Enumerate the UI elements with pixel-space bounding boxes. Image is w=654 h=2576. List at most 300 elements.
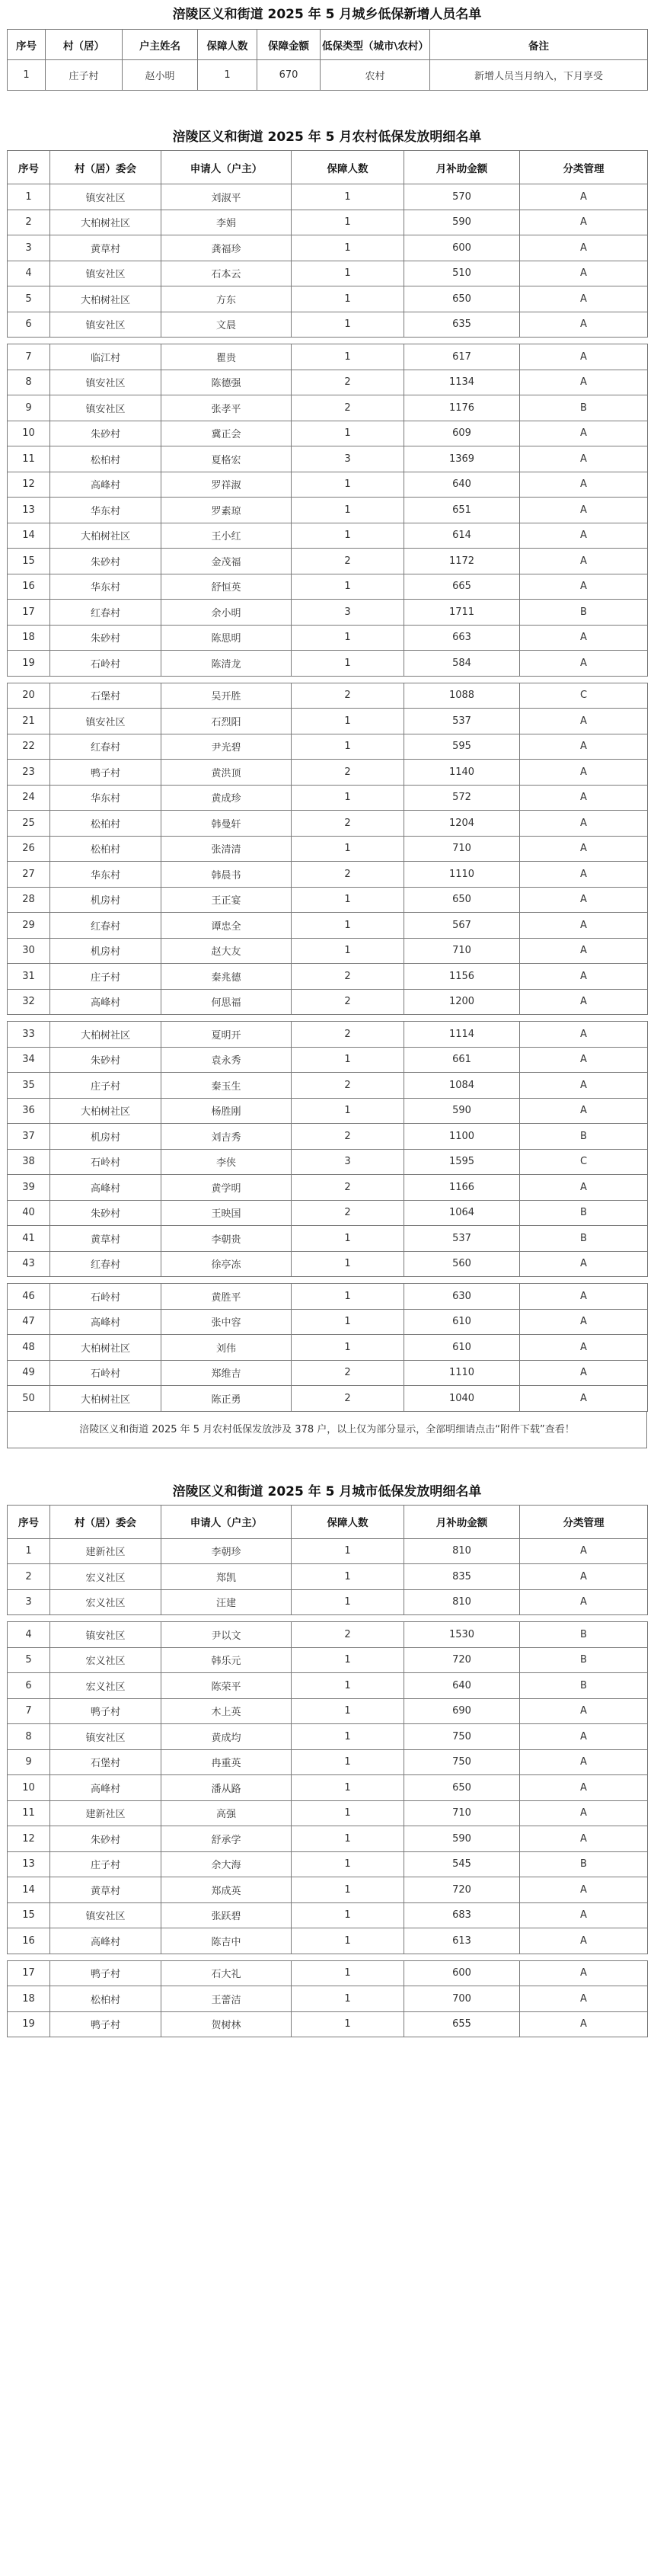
table-cell: 11 xyxy=(8,1800,50,1826)
table-cell: 595 xyxy=(404,734,520,760)
table-cell: 1172 xyxy=(404,549,520,574)
table-cell: 18 xyxy=(8,1986,50,2012)
table-cell: 镇安社区 xyxy=(50,312,161,338)
table-row xyxy=(8,498,648,523)
table-cell: 1 xyxy=(292,625,404,651)
table-cell: 1100 xyxy=(404,1124,520,1150)
table-cell: 1 xyxy=(292,1749,404,1775)
table-cell: A xyxy=(520,1564,648,1590)
table-cell: 朱砂村 xyxy=(50,549,161,574)
table-cell: 镇安社区 xyxy=(50,1622,161,1648)
table-cell: 15 xyxy=(8,1902,50,1928)
table-row xyxy=(8,235,648,261)
table-cell: 545 xyxy=(404,1851,520,1877)
table-cell: 8 xyxy=(8,370,50,395)
table-cell: 6 xyxy=(8,312,50,338)
table-cell: 机房村 xyxy=(50,887,161,913)
table-cell: 14 xyxy=(8,523,50,549)
table-cell: 2 xyxy=(292,1073,404,1099)
table-cell: 13 xyxy=(8,498,50,523)
table-cell: A xyxy=(520,938,648,964)
table-cell: 冉重英 xyxy=(161,1749,292,1775)
table-cell: 2 xyxy=(292,811,404,837)
table-cell: 3 xyxy=(292,1149,404,1175)
table-cell: 2 xyxy=(292,549,404,574)
table-cell: 570 xyxy=(404,184,520,210)
table-cell: A xyxy=(520,1386,648,1412)
table-cell: 1 xyxy=(292,472,404,498)
table-cell: 新增人员当月纳入，下月享受 xyxy=(430,60,648,91)
table-cell: 1 xyxy=(292,1775,404,1801)
table-cell: 陈清龙 xyxy=(161,651,292,677)
table-row xyxy=(8,811,648,837)
table-cell: 1 xyxy=(292,1800,404,1826)
table-cell: 700 xyxy=(404,1986,520,2012)
table-row xyxy=(8,964,648,990)
table-cell: 2 xyxy=(292,1175,404,1201)
table-row xyxy=(8,1877,648,1903)
table-cell: 650 xyxy=(404,887,520,913)
table-cell: 吴开胜 xyxy=(161,683,292,709)
table-cell: 24 xyxy=(8,785,50,811)
table-cell: 46 xyxy=(8,1284,50,1310)
table-cell: 610 xyxy=(404,1335,520,1361)
table-cell: 661 xyxy=(404,1047,520,1073)
table-cell: 8 xyxy=(8,1724,50,1750)
table-cell: 黄学明 xyxy=(161,1175,292,1201)
table-cell: 红春村 xyxy=(50,913,161,939)
table-cell: A xyxy=(520,811,648,837)
table-cell: 584 xyxy=(404,651,520,677)
separator-cell xyxy=(8,676,648,683)
table-row xyxy=(8,1851,648,1877)
table-row xyxy=(8,1800,648,1826)
table-cell: 590 xyxy=(404,1098,520,1124)
table-cell: 1 xyxy=(292,1309,404,1335)
table-cell: 松柏村 xyxy=(50,1986,161,2012)
table-cell: 665 xyxy=(404,574,520,600)
table-cell: 谭忠全 xyxy=(161,913,292,939)
table-cell: 4 xyxy=(8,1622,50,1648)
table-cell: 650 xyxy=(404,1775,520,1801)
table-cell: 4 xyxy=(8,261,50,286)
table-cell: 32 xyxy=(8,989,50,1015)
table-cell: 鸭子村 xyxy=(50,760,161,786)
table-cell: 张中容 xyxy=(161,1309,292,1335)
separator-cell xyxy=(8,1615,648,1622)
table-row xyxy=(8,1124,648,1150)
table-cell: A xyxy=(520,574,648,600)
table-cell: 590 xyxy=(404,210,520,235)
table-cell: 1088 xyxy=(404,683,520,709)
table-cell: 临江村 xyxy=(50,344,161,370)
table-cell: A xyxy=(520,964,648,990)
table-cell: 陈吉中 xyxy=(161,1928,292,1954)
table-cell: 1 xyxy=(292,523,404,549)
table-cell: 张跃碧 xyxy=(161,1902,292,1928)
table-cell: 朱砂村 xyxy=(50,1047,161,1073)
table-cell: 高峰村 xyxy=(50,1775,161,1801)
table-cell: 7 xyxy=(8,344,50,370)
table-cell: 27 xyxy=(8,862,50,888)
table-row xyxy=(8,1226,648,1252)
table-cell: 720 xyxy=(404,1647,520,1673)
table-cell: 石大礼 xyxy=(161,1960,292,1986)
table-cell: A xyxy=(520,1589,648,1615)
table-cell: 1 xyxy=(292,1564,404,1590)
table-cell: 余小明 xyxy=(161,600,292,626)
table-cell: 朱砂村 xyxy=(50,421,161,446)
table-cell: 1 xyxy=(292,887,404,913)
table-row xyxy=(8,421,648,446)
table-cell: 王蕾洁 xyxy=(161,1986,292,2012)
table-cell: 潘从路 xyxy=(161,1775,292,1801)
table-cell: A xyxy=(520,286,648,312)
table-cell: 1 xyxy=(292,1098,404,1124)
table-cell: 1 xyxy=(292,1986,404,2012)
table-cell: 640 xyxy=(404,472,520,498)
table-cell: 12 xyxy=(8,472,50,498)
table-row xyxy=(8,938,648,964)
table-cell: 镇安社区 xyxy=(50,1724,161,1750)
column-header: 低保类型（城市\农村） xyxy=(321,30,430,60)
table-cell: 高强 xyxy=(161,1800,292,1826)
table-cell: 21 xyxy=(8,709,50,734)
table-cell: 2 xyxy=(292,683,404,709)
table-cell: 宏义社区 xyxy=(50,1647,161,1673)
table-cell: 夏明开 xyxy=(161,1022,292,1048)
table-cell: 1 xyxy=(292,286,404,312)
table-row xyxy=(8,1928,648,1954)
table-cell: 宏义社区 xyxy=(50,1589,161,1615)
table-cell: 1 xyxy=(292,2011,404,2037)
table-row xyxy=(8,600,648,626)
table-cell: 1 xyxy=(292,1960,404,1986)
table-cell: 黄草村 xyxy=(50,235,161,261)
table-cell: 1114 xyxy=(404,1022,520,1048)
table-cell: 1 xyxy=(292,651,404,677)
table-cell: 34 xyxy=(8,1047,50,1073)
table-cell: 1 xyxy=(292,184,404,210)
table-cell: 陈思明 xyxy=(161,625,292,651)
table-cell: A xyxy=(520,1877,648,1903)
table-cell: A xyxy=(520,1960,648,1986)
section2-note: 涪陵区义和街道 2025 年 5 月农村低保发放涉及 378 户，以上仅为部分显示，全部明细请点击“附件下载”查看！ xyxy=(7,1412,647,1448)
table-cell: A xyxy=(520,235,648,261)
table-cell: 31 xyxy=(8,964,50,990)
table-cell: A xyxy=(520,523,648,549)
table-cell: 610 xyxy=(404,1309,520,1335)
table-cell: 600 xyxy=(404,235,520,261)
table-cell: 鸭子村 xyxy=(50,1960,161,1986)
table-cell: A xyxy=(520,760,648,786)
table-row xyxy=(8,1175,648,1201)
table-cell: 651 xyxy=(404,498,520,523)
table-cell: 朱砂村 xyxy=(50,1200,161,1226)
table-cell: 李娟 xyxy=(161,210,292,235)
table-cell: 25 xyxy=(8,811,50,837)
table-cell: 567 xyxy=(404,913,520,939)
table-cell: 663 xyxy=(404,625,520,651)
section3-table xyxy=(7,1505,648,2038)
table-cell: 华东村 xyxy=(50,785,161,811)
group-separator xyxy=(8,676,648,683)
table-cell: 1140 xyxy=(404,760,520,786)
table-row xyxy=(8,862,648,888)
table-row xyxy=(8,2011,648,2037)
table-row xyxy=(8,1986,648,2012)
table-cell: 2 xyxy=(292,862,404,888)
table-cell: 陈德强 xyxy=(161,370,292,395)
table-cell: 王映国 xyxy=(161,1200,292,1226)
table-cell: 2 xyxy=(292,370,404,395)
table-cell: 大柏树社区 xyxy=(50,1386,161,1412)
table-cell: 黄成珍 xyxy=(161,785,292,811)
table-cell: 1 xyxy=(292,1877,404,1903)
table-row xyxy=(8,1622,648,1648)
table-cell: 华东村 xyxy=(50,862,161,888)
table-cell: 建新社区 xyxy=(50,1538,161,1564)
column-header: 村（居）委会 xyxy=(50,151,161,184)
table-cell: A xyxy=(520,1826,648,1852)
table-row xyxy=(8,1284,648,1310)
group-separator xyxy=(8,1277,648,1284)
table-cell: 710 xyxy=(404,1800,520,1826)
table-cell: 郑成英 xyxy=(161,1877,292,1903)
table-cell: 张清清 xyxy=(161,836,292,862)
table-cell: 庄子村 xyxy=(50,1851,161,1877)
table-cell: 710 xyxy=(404,836,520,862)
column-header: 村（居）委会 xyxy=(50,1505,161,1538)
table-cell: 19 xyxy=(8,651,50,677)
table-cell: 刘淑平 xyxy=(161,184,292,210)
table-cell: 1 xyxy=(292,1589,404,1615)
table-cell: A xyxy=(520,651,648,677)
column-header: 序号 xyxy=(8,1505,50,1538)
table-cell: 5 xyxy=(8,286,50,312)
table-cell: 石堡村 xyxy=(50,683,161,709)
table-cell: 1064 xyxy=(404,1200,520,1226)
table-cell: 高峰村 xyxy=(50,1309,161,1335)
separator-cell xyxy=(8,1015,648,1022)
table-row xyxy=(8,286,648,312)
section1-table xyxy=(7,29,648,91)
table-cell: B xyxy=(520,1124,648,1150)
table-cell: 镇安社区 xyxy=(50,395,161,421)
table-cell: 640 xyxy=(404,1673,520,1699)
table-row xyxy=(8,261,648,286)
column-header: 序号 xyxy=(8,151,50,184)
table-cell: 秦玉生 xyxy=(161,1073,292,1099)
table-cell: 2 xyxy=(292,1200,404,1226)
table-row xyxy=(8,344,648,370)
table-cell: 10 xyxy=(8,421,50,446)
table-cell: 1110 xyxy=(404,862,520,888)
table-row xyxy=(8,395,648,421)
table-row xyxy=(8,1647,648,1673)
table-cell: 9 xyxy=(8,395,50,421)
table-row xyxy=(8,370,648,395)
table-cell: 高峰村 xyxy=(50,1175,161,1201)
table-cell: A xyxy=(520,1749,648,1775)
table-cell: 1 xyxy=(198,60,257,91)
table-row xyxy=(8,683,648,709)
table-cell: 537 xyxy=(404,1226,520,1252)
table-cell: 1530 xyxy=(404,1622,520,1648)
table-row xyxy=(8,734,648,760)
table-cell: 韩晨书 xyxy=(161,862,292,888)
table-cell: 1 xyxy=(292,261,404,286)
table-cell: 720 xyxy=(404,1877,520,1903)
table-row xyxy=(8,1022,648,1048)
table-cell: 33 xyxy=(8,1022,50,1048)
table-cell: 罗祥淑 xyxy=(161,472,292,498)
table-cell: 华东村 xyxy=(50,574,161,600)
table-cell: 17 xyxy=(8,600,50,626)
table-cell: 2 xyxy=(8,210,50,235)
table-cell: 2 xyxy=(292,1022,404,1048)
table-cell: A xyxy=(520,472,648,498)
table-cell: 1 xyxy=(292,1047,404,1073)
table-cell: 6 xyxy=(8,1673,50,1699)
column-header: 保障人数 xyxy=(292,1505,404,1538)
table-cell: 赵大友 xyxy=(161,938,292,964)
table-cell: A xyxy=(520,344,648,370)
table-cell: A xyxy=(520,625,648,651)
table-cell: 宏义社区 xyxy=(50,1673,161,1699)
table-cell: C xyxy=(520,1149,648,1175)
table-row xyxy=(8,1564,648,1590)
table-cell: 大柏树社区 xyxy=(50,1022,161,1048)
table-cell: 1 xyxy=(292,734,404,760)
table-row xyxy=(8,312,648,338)
table-cell: 1 xyxy=(292,1226,404,1252)
table-cell: 金茂福 xyxy=(161,549,292,574)
table-cell: 镇安社区 xyxy=(50,184,161,210)
table-row xyxy=(8,651,648,677)
table-cell: 3 xyxy=(292,600,404,626)
table-cell: 28 xyxy=(8,887,50,913)
table-cell: A xyxy=(520,1251,648,1277)
table-cell: 夏格宏 xyxy=(161,446,292,472)
table-row xyxy=(8,184,648,210)
table-cell: 1 xyxy=(8,60,46,91)
table-cell: 余大海 xyxy=(161,1851,292,1877)
table-cell: 秦兆德 xyxy=(161,964,292,990)
table-cell: 农村 xyxy=(321,60,430,91)
table-cell: 尹光碧 xyxy=(161,734,292,760)
column-header: 备注 xyxy=(430,30,648,60)
table-cell: 红春村 xyxy=(50,1251,161,1277)
table-row xyxy=(8,1538,648,1564)
table-cell: B xyxy=(520,600,648,626)
table-cell: 方东 xyxy=(161,286,292,312)
group-separator xyxy=(8,1954,648,1960)
table-cell: 1 xyxy=(292,1698,404,1724)
table-cell: 石岭村 xyxy=(50,1284,161,1310)
table-cell: 1 xyxy=(292,344,404,370)
table-cell: 710 xyxy=(404,938,520,964)
table-cell: 高峰村 xyxy=(50,989,161,1015)
table-cell: 王小红 xyxy=(161,523,292,549)
column-header: 保障金额 xyxy=(257,30,321,60)
table-cell: A xyxy=(520,2011,648,2037)
table-cell: B xyxy=(520,1647,648,1673)
table-cell: A xyxy=(520,1284,648,1310)
table-cell: A xyxy=(520,1098,648,1124)
table-cell: A xyxy=(520,1047,648,1073)
table-cell: 650 xyxy=(404,286,520,312)
table-cell: 机房村 xyxy=(50,1124,161,1150)
table-cell: 49 xyxy=(8,1360,50,1386)
table-cell: A xyxy=(520,1175,648,1201)
separator-cell xyxy=(8,1277,648,1284)
table-cell: 松柏村 xyxy=(50,836,161,862)
table-cell: 1 xyxy=(292,498,404,523)
table-cell: 文晨 xyxy=(161,312,292,338)
group-separator xyxy=(8,1615,648,1622)
table-cell: 835 xyxy=(404,1564,520,1590)
table-row xyxy=(8,887,648,913)
table-row xyxy=(8,913,648,939)
table-cell: 高峰村 xyxy=(50,1928,161,1954)
table-cell: 23 xyxy=(8,760,50,786)
table-cell: 36 xyxy=(8,1098,50,1124)
table-cell: A xyxy=(520,1360,648,1386)
column-header: 月补助金额 xyxy=(404,1505,520,1538)
column-header: 序号 xyxy=(8,30,46,60)
table-cell: 17 xyxy=(8,1960,50,1986)
table-row xyxy=(8,1749,648,1775)
table-cell: 1 xyxy=(292,1928,404,1954)
table-cell: 2 xyxy=(292,989,404,1015)
table-cell: A xyxy=(520,1309,648,1335)
table-cell: 50 xyxy=(8,1386,50,1412)
table-cell: A xyxy=(520,549,648,574)
section2-table xyxy=(7,150,648,1412)
table-cell: 石岭村 xyxy=(50,651,161,677)
header-row xyxy=(8,30,648,60)
table-cell: 舒承学 xyxy=(161,1826,292,1852)
table-cell: A xyxy=(520,1022,648,1048)
column-header: 保障人数 xyxy=(198,30,257,60)
table-cell: 3 xyxy=(8,235,50,261)
table-cell: A xyxy=(520,862,648,888)
table-cell: 松柏村 xyxy=(50,446,161,472)
table-cell: 大柏树社区 xyxy=(50,523,161,549)
table-cell: 690 xyxy=(404,1698,520,1724)
table-cell: A xyxy=(520,887,648,913)
table-cell: 47 xyxy=(8,1309,50,1335)
table-cell: 韩乐元 xyxy=(161,1647,292,1673)
table-cell: 2 xyxy=(292,1386,404,1412)
table-cell: A xyxy=(520,1800,648,1826)
table-cell: 1 xyxy=(292,1335,404,1361)
table-row xyxy=(8,1386,648,1412)
table-cell: 1204 xyxy=(404,811,520,837)
table-cell: 1 xyxy=(292,785,404,811)
table-cell: 1084 xyxy=(404,1073,520,1099)
table-cell: 10 xyxy=(8,1775,50,1801)
table-cell: 王正宴 xyxy=(161,887,292,913)
table-cell: 尹以文 xyxy=(161,1622,292,1648)
table-cell: A xyxy=(520,498,648,523)
table-cell: 560 xyxy=(404,1251,520,1277)
table-cell: 朱砂村 xyxy=(50,1826,161,1852)
table-cell: 1040 xyxy=(404,1386,520,1412)
table-cell: 1176 xyxy=(404,395,520,421)
table-cell: 韩曼轩 xyxy=(161,811,292,837)
